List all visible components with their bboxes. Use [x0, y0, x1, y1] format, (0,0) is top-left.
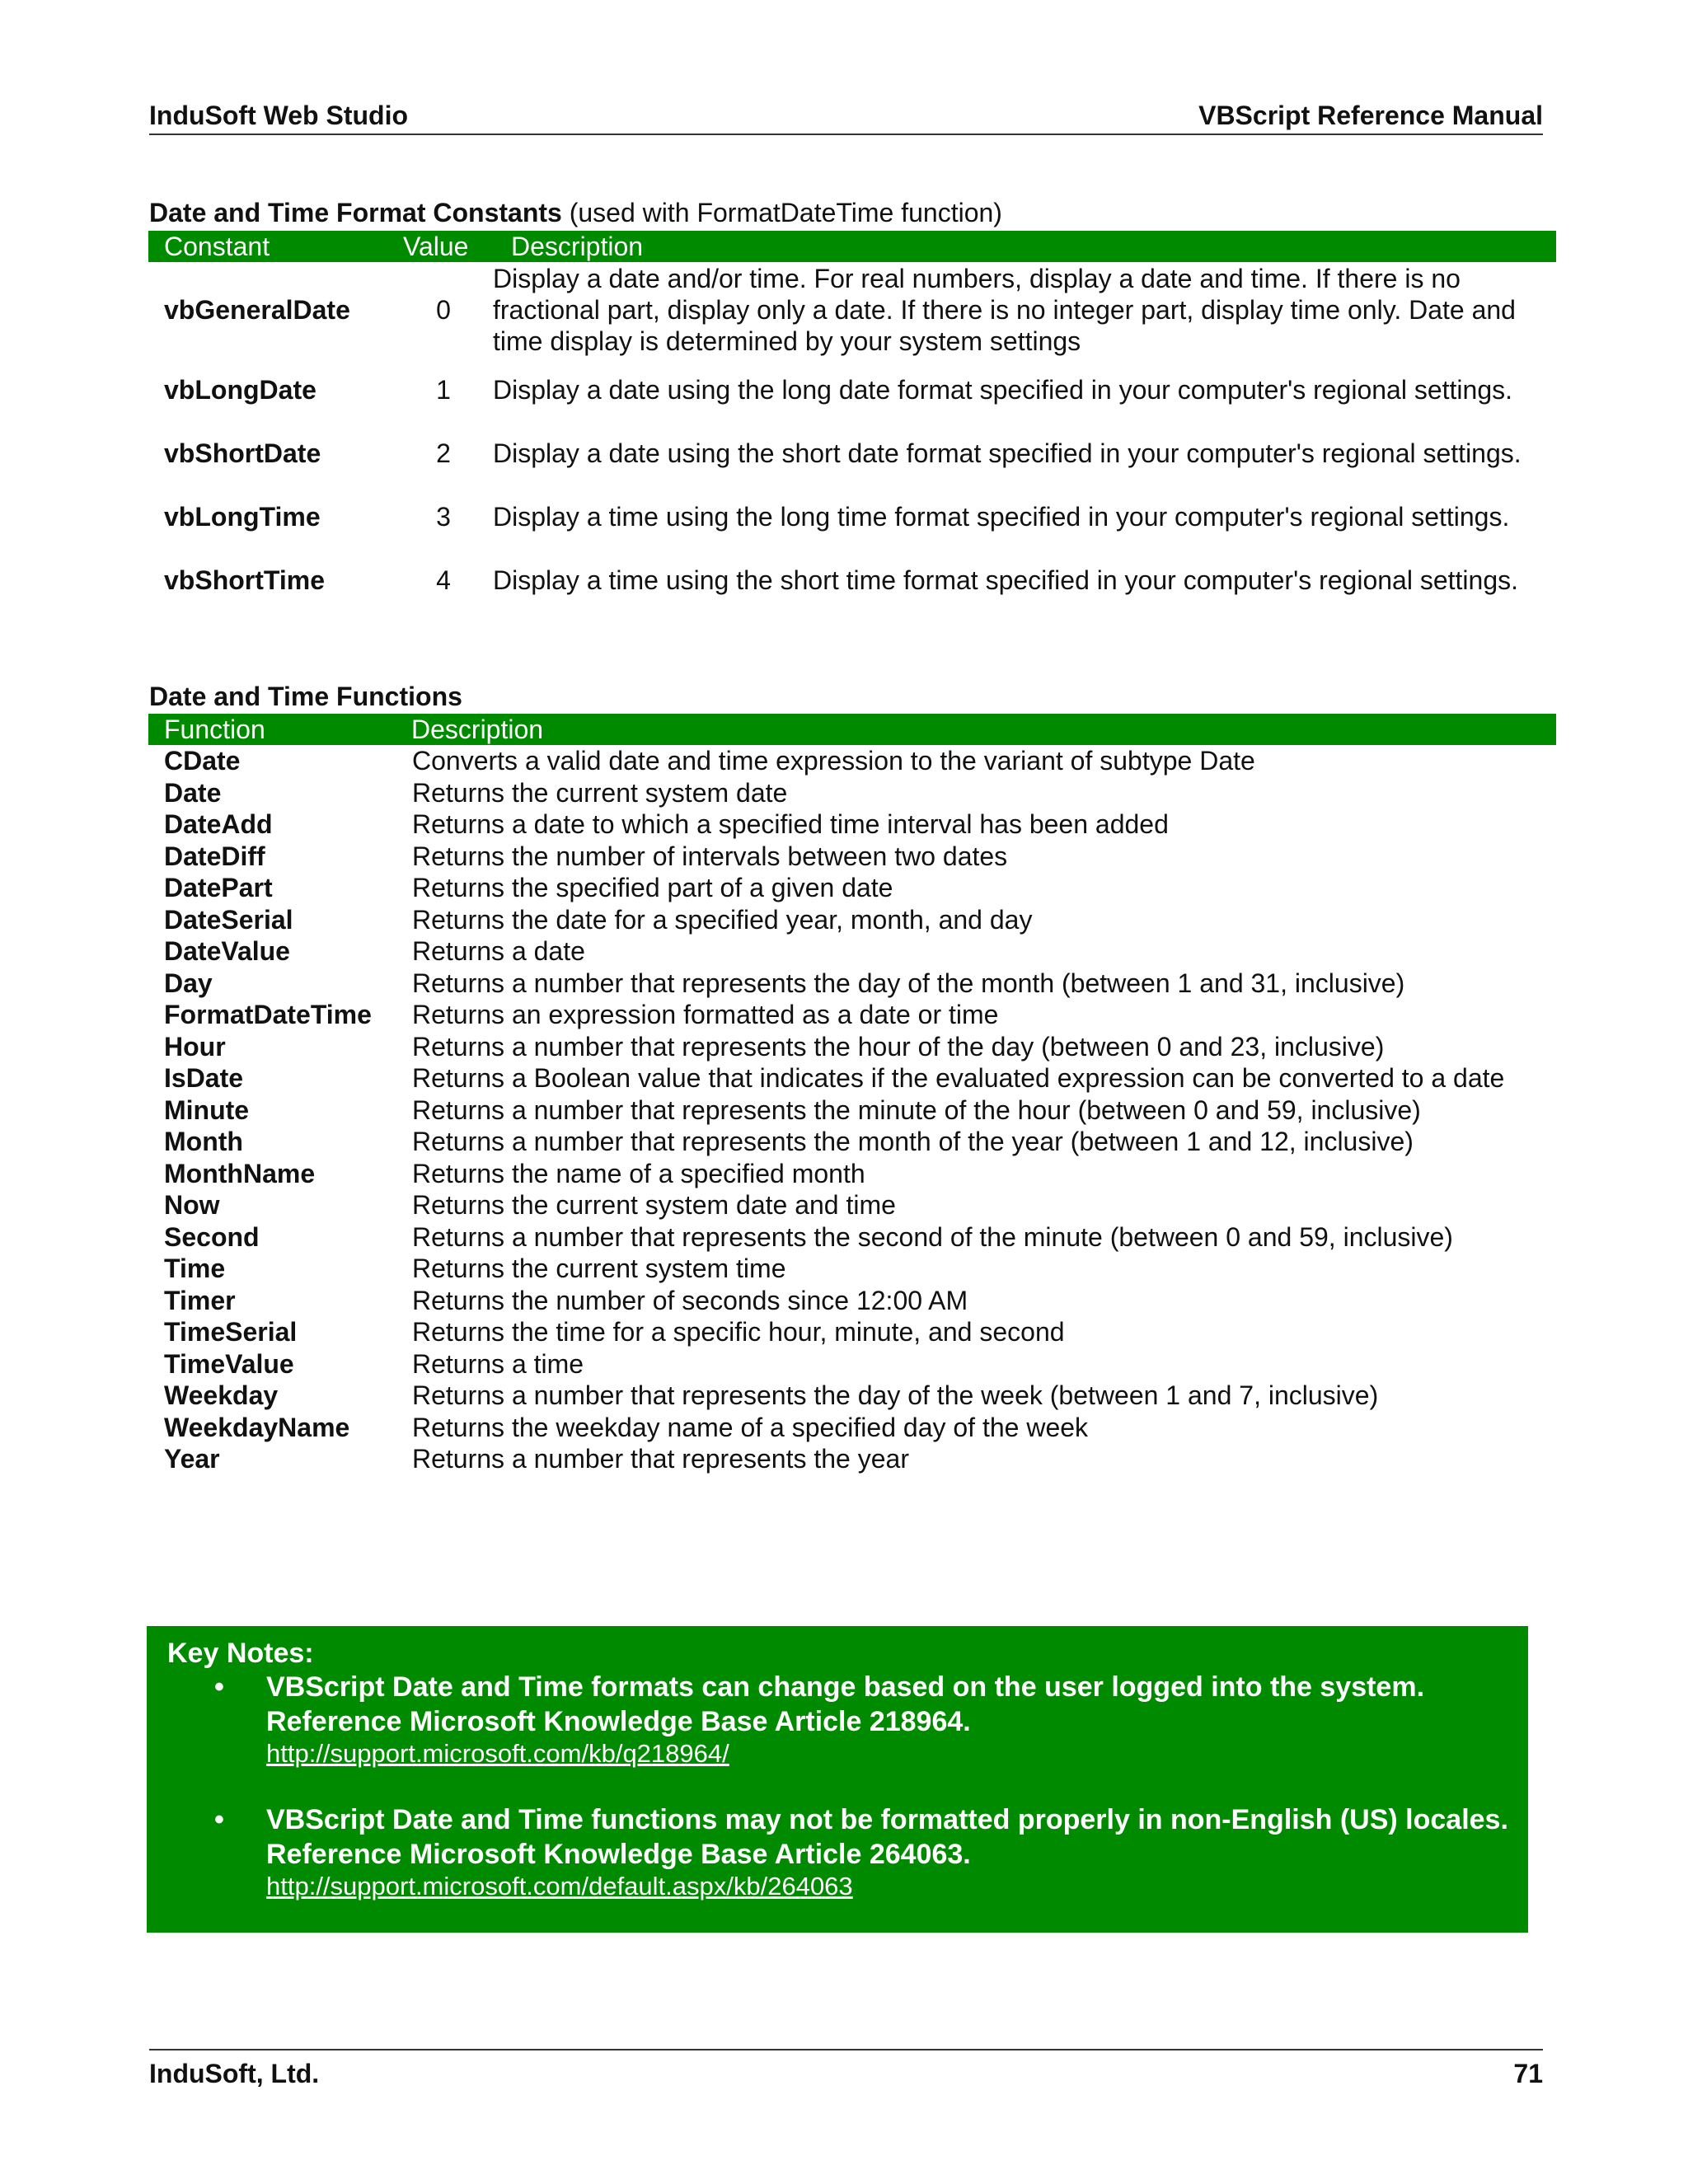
table-row — [148, 999, 1556, 1031]
table-row — [148, 968, 1556, 1000]
key-note-item — [214, 1670, 1508, 1769]
constant-name: vbShortDate — [164, 438, 321, 468]
constant-description: Display a date using the long date format specified in your computer's regional settings. — [493, 374, 1513, 405]
functions-table — [148, 745, 1556, 1475]
function-name: DateAdd — [164, 809, 273, 839]
constant-description: Display a time using the short time format specified in your computer's regional settings. — [493, 565, 1518, 595]
table-row — [148, 1126, 1556, 1158]
col-value: Value — [403, 232, 469, 261]
function-name: DateSerial — [164, 904, 293, 935]
function-description: Returns the current system date and time — [412, 1190, 896, 1220]
constant-description: Display a time using the long time format specified in your computer's regional settings. — [493, 501, 1510, 532]
col-description: Description — [411, 715, 544, 744]
function-name: IsDate — [164, 1063, 244, 1093]
function-description: Returns a number that represents the second of the minute (between 0 and 59, inclusive) — [412, 1221, 1453, 1252]
table-row — [148, 1380, 1556, 1412]
footer-company: InduSoft, Ltd. — [149, 2059, 320, 2088]
bullet-icon: • — [214, 1671, 224, 1703]
table-row — [148, 777, 1556, 809]
table-row — [148, 1285, 1556, 1317]
function-name: Month — [164, 1127, 243, 1156]
bullet-icon: • — [214, 1804, 224, 1835]
function-description: Returns a time — [412, 1348, 584, 1379]
table-row — [148, 745, 1556, 777]
constants-section-title — [149, 197, 1002, 228]
kb-article-link[interactable]: http://support.microsoft.com/default.aspx/kb/264063 — [266, 1872, 853, 1900]
constant-name: vbLongTime — [164, 501, 321, 532]
table-row — [148, 904, 1556, 936]
header-product: InduSoft Web Studio — [149, 101, 409, 130]
constant-name: vbLongDate — [164, 374, 316, 405]
function-name: Minute — [164, 1094, 250, 1125]
table-row — [148, 485, 1556, 548]
function-description: Returns a number that represents the day of the month (between 1 and 31, inclusive) — [412, 968, 1405, 998]
function-description: Returns a number that represents the day of the week (between 1 and 7, inclusive) — [412, 1380, 1379, 1410]
function-name: Hour — [164, 1031, 226, 1062]
table-row — [148, 1062, 1556, 1094]
constant-value: 4 — [436, 565, 451, 595]
table-row — [148, 1348, 1556, 1380]
page-footer — [149, 2049, 1543, 2092]
page-number: 71 — [1513, 2059, 1543, 2088]
function-description: Returns a number that represents the month of the year (between 1 and 12, inclusive) — [412, 1127, 1414, 1156]
function-name: DateValue — [164, 936, 290, 966]
function-description: Returns the number of intervals between two dates — [412, 841, 1008, 871]
function-description: Returns the specified part of a given date — [412, 873, 893, 902]
constant-value: 3 — [436, 501, 451, 532]
constant-value: 2 — [436, 438, 451, 468]
col-constant: Constant — [164, 232, 270, 261]
col-description: Description — [511, 232, 644, 261]
function-name: CDate — [164, 746, 241, 776]
page-header — [149, 99, 1543, 135]
constants-title-note: (used with FormatDateTime function) — [561, 198, 1002, 227]
header-manual-title: VBScript Reference Manual — [1198, 101, 1543, 130]
table-row — [148, 1094, 1556, 1127]
function-name: FormatDateTime — [164, 1000, 372, 1029]
constant-value: 0 — [436, 295, 451, 325]
function-name: Year — [164, 1444, 220, 1474]
table-row — [148, 1443, 1556, 1475]
constants-table-header — [148, 231, 1556, 262]
function-description: Returns a number that represents the minute of the hour (between 0 and 59, inclusive) — [412, 1094, 1421, 1125]
table-row — [148, 808, 1556, 841]
function-description: Converts a valid date and time expression to the variant of subtype Date — [412, 746, 1255, 776]
table-row — [148, 548, 1556, 612]
function-description: Returns the number of seconds since 12:00 AM — [412, 1285, 968, 1315]
function-name: TimeValue — [164, 1348, 294, 1379]
kb-article-link[interactable]: http://support.microsoft.com/kb/q218964/ — [266, 1739, 729, 1768]
key-note-item — [214, 1802, 1508, 1901]
constant-value: 1 — [436, 374, 451, 405]
table-row — [148, 935, 1556, 968]
function-description: Returns a date to which a specified time interval has been added — [412, 809, 1169, 839]
function-name: Now — [164, 1190, 220, 1220]
function-description: Returns the name of a specified month — [412, 1158, 865, 1188]
table-row — [148, 1316, 1556, 1348]
table-row — [148, 358, 1556, 421]
col-function: Function — [164, 715, 265, 744]
function-description: Returns a date — [412, 936, 585, 966]
function-description: Returns a number that represents the year — [412, 1444, 909, 1474]
table-row — [148, 1158, 1556, 1190]
function-description: Returns a Boolean value that indicates if the evaluated expression can be converted to a date — [412, 1063, 1505, 1093]
constants-title-bold: Date and Time Format Constants — [149, 198, 562, 227]
function-name: TimeSerial — [164, 1317, 298, 1347]
function-name: DatePart — [164, 873, 273, 902]
function-description: Returns the weekday name of a specified day of the week — [412, 1412, 1089, 1442]
key-note-text: VBScript Date and Time formats can change based on the user logged into the system. Reference Microsoft Knowledge Base Article 218964. — [266, 1671, 1425, 1737]
constant-description: Display a date and/or time. For real numbers, display a date and time. If there is no fractional part, display only a date. If there is no integer part, display time only. Date and time display is determined by your system settings — [493, 264, 1516, 356]
table-row — [148, 1189, 1556, 1221]
key-notes-box — [147, 1626, 1528, 1933]
functions-section-title: Date and Time Functions — [149, 682, 462, 711]
constant-name: vbShortTime — [164, 565, 325, 595]
functions-table-header — [148, 714, 1556, 745]
table-row — [148, 872, 1556, 904]
constants-table — [148, 262, 1556, 612]
table-row — [148, 1412, 1556, 1444]
function-description: Returns a number that represents the hour of the day (between 0 and 23, inclusive) — [412, 1031, 1385, 1062]
constant-description: Display a date using the short date format specified in your computer's regional settings. — [493, 438, 1522, 468]
function-name: Weekday — [164, 1380, 279, 1410]
function-name: Second — [164, 1221, 260, 1252]
function-name: Timer — [164, 1285, 236, 1315]
table-row — [148, 262, 1556, 358]
table-row — [148, 1253, 1556, 1285]
table-row — [148, 841, 1556, 873]
function-description: Returns the time for a specific hour, minute, and second — [412, 1317, 1065, 1347]
table-row — [148, 1031, 1556, 1063]
function-name: Time — [164, 1254, 226, 1283]
function-description: Returns an expression formatted as a date or time — [412, 1000, 999, 1029]
function-description: Returns the current system time — [412, 1254, 786, 1283]
function-name: Day — [164, 968, 213, 998]
function-name: DateDiff — [164, 841, 265, 871]
key-note-text: VBScript Date and Time functions may not be formatted properly in non-English (US) locales. Reference Microsoft Knowledge Base Article 264063. — [266, 1804, 1508, 1870]
function-description: Returns the date for a specified year, month, and day — [412, 904, 1033, 935]
function-description: Returns the current system date — [412, 777, 788, 808]
table-row — [148, 421, 1556, 485]
function-name: MonthName — [164, 1158, 316, 1188]
table-row — [148, 1221, 1556, 1254]
function-name: Date — [164, 777, 222, 808]
key-notes-title: Key Notes: — [167, 1638, 314, 1669]
function-name: WeekdayName — [164, 1412, 350, 1442]
constant-name: vbGeneralDate — [164, 295, 350, 325]
